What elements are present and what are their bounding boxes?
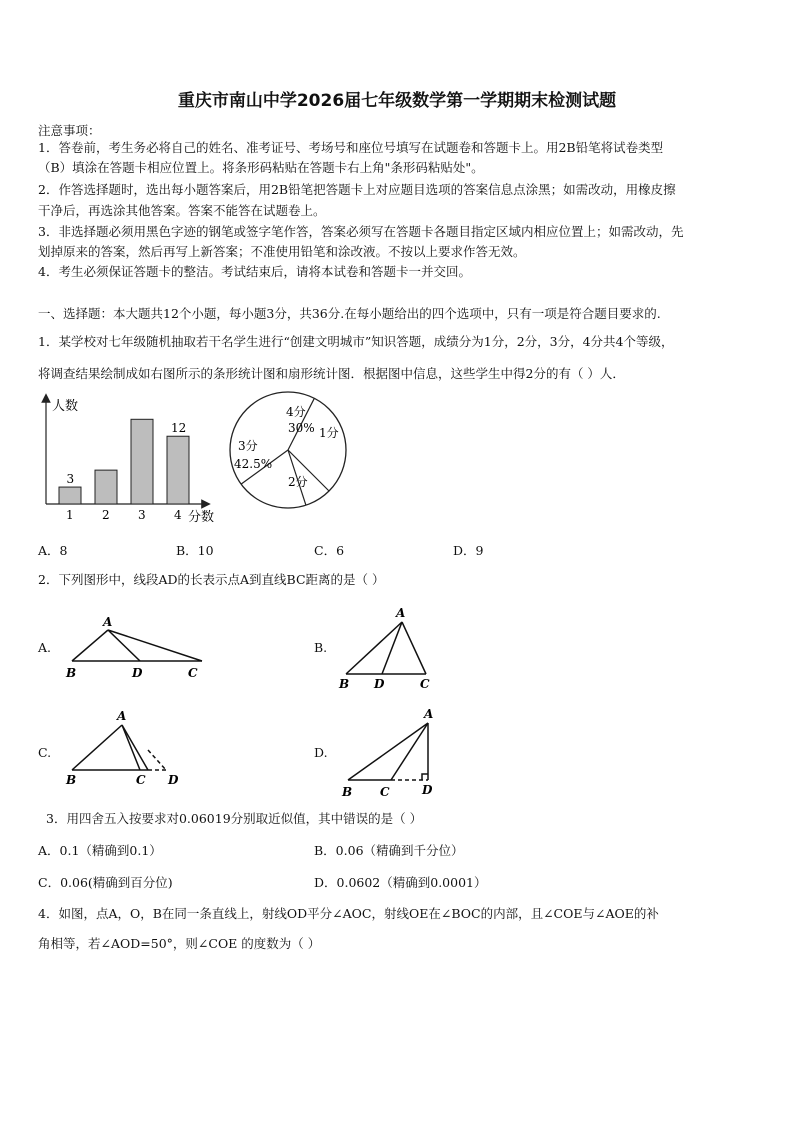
x-tick-label: 2 xyxy=(102,508,110,522)
label-c: C xyxy=(136,773,146,787)
pie-label-4: 4分 xyxy=(286,405,306,419)
question-2-stem: 2．下列图形中，线段AD的长表示点A到直线BC距离的是（ ） xyxy=(38,572,385,587)
x-tick-label: 3 xyxy=(138,508,146,522)
label-c: C xyxy=(188,666,198,680)
section-heading: 一、选择题：本大题共12个小题，每小题3分，共36分.在每小题给出的四个选项中，只有一项是符合题目要求的. xyxy=(38,306,661,321)
note-line: 划掉原来的答案，然后再写上新答案；不准使用铅笔和涂改液。不按以上要求作答无效。 xyxy=(38,244,526,259)
option-a[interactable]: A. xyxy=(38,640,52,655)
note-line: 1．答卷前，考生务必将自己的姓名、准考证号、考场号和座位号填写在试题卷和答题卡上。用2B铅笔将试卷类型 xyxy=(38,140,664,155)
label-b: B xyxy=(339,677,350,691)
question-1-stem: 1．某学校对七年级随机抽取若干名学生进行“创建文明城市”知识答题，成绩分为1分，2分，3分，4分共4个等级， xyxy=(38,334,674,349)
label-d: D xyxy=(132,666,143,680)
option-b[interactable]: B．10 xyxy=(176,543,214,558)
label-a: A xyxy=(117,709,127,723)
bar-4 xyxy=(167,436,189,504)
option-a[interactable]: A．0.1（精确到0.1） xyxy=(38,843,162,858)
note-line: 2．作答选择题时，选出每小题答案后，用2B铅笔把答题卡上对应题目选项的答案信息点涂黑；如需改动，用橡皮擦 xyxy=(38,182,676,197)
note-line: 干净后，再选涂其他答案。答案不能答在试题卷上。 xyxy=(38,203,326,218)
label-b: B xyxy=(342,785,353,799)
figure-b xyxy=(334,604,444,692)
label-d: D xyxy=(422,783,433,797)
bar-chart xyxy=(36,392,226,530)
notes-heading: 注意事项： xyxy=(38,123,101,138)
option-c[interactable]: C．6 xyxy=(314,543,345,558)
label-d: D xyxy=(168,773,179,787)
figure-c xyxy=(60,708,190,788)
bar-data-label: 3 xyxy=(66,472,75,487)
question-1-stem: 将调查结果绘制成如右图所示的条形统计图和扇形统计图．根据图中信息，这些学生中得2分的有（ ）人． xyxy=(38,366,625,381)
question-4-stem: 4．如图，点A，O，B在同一条直线上，射线OD平分∠AOC，射线OE在∠BOC的内部，且∠COE与∠AOE的补 xyxy=(38,906,659,921)
pie-pct-4: 30% xyxy=(288,421,315,435)
question-4-stem: 角相等，若∠AOD=50°，则∠COE 的度数为（ ） xyxy=(38,936,321,951)
bar-1 xyxy=(59,487,81,504)
label-b: B xyxy=(66,773,77,787)
option-b[interactable]: B．0.06（精确到千分位） xyxy=(314,843,464,858)
page-title: 重庆市南山中学2026届七年级数学第一学期期末检测试题 xyxy=(177,91,617,111)
bar-3 xyxy=(131,419,153,504)
note-line: 4．考生必须保证答题卡的整洁。考试结束后，请将本试卷和答题卡一并交回。 xyxy=(38,264,471,279)
pie-label-3: 3分 xyxy=(238,439,258,453)
label-a: A xyxy=(424,707,434,721)
note-line: （B）填涂在答题卡相应位置上。将条形码粘贴在答题卡右上角"条形码粘贴处"。 xyxy=(38,160,484,175)
option-c[interactable]: C．0.06(精确到百分位) xyxy=(38,875,173,890)
label-c: C xyxy=(420,677,430,691)
option-a[interactable]: A．8 xyxy=(38,543,68,558)
note-line: 3．非选择题必须用黑色字迹的钢笔或签字笔作答，答案必须写在答题卡各题目指定区域内相应位置上；如需改动，先 xyxy=(38,224,684,239)
bar-2 xyxy=(95,470,117,504)
label-a: A xyxy=(396,606,406,620)
option-d[interactable]: D．0.0602（精确到0.0001） xyxy=(314,875,487,890)
y-axis-label: 人数 xyxy=(52,399,79,414)
figure-a xyxy=(60,615,210,681)
pie-chart xyxy=(226,388,350,512)
option-c[interactable]: C. xyxy=(38,745,52,760)
label-c: C xyxy=(380,785,390,799)
x-tick-label: 4 xyxy=(174,508,182,522)
x-tick-label: 1 xyxy=(66,508,74,522)
bar-data-label: 12 xyxy=(171,421,187,436)
label-a: A xyxy=(103,615,113,629)
pie-pct-3: 42.5% xyxy=(234,457,273,471)
label-d: D xyxy=(374,677,385,691)
pie-label-1: 1分 xyxy=(319,426,339,440)
option-b[interactable]: B. xyxy=(314,640,328,655)
option-d[interactable]: D. xyxy=(314,745,328,760)
x-axis-label: 分数 xyxy=(188,510,215,525)
label-b: B xyxy=(66,666,77,680)
option-d[interactable]: D．9 xyxy=(453,543,484,558)
pie-label-2: 2分 xyxy=(288,475,308,489)
figure-d xyxy=(336,706,446,802)
question-3-stem: 3．用四舍五入按要求对0.06019分别取近似值，其中错误的是（ ） xyxy=(46,811,423,826)
